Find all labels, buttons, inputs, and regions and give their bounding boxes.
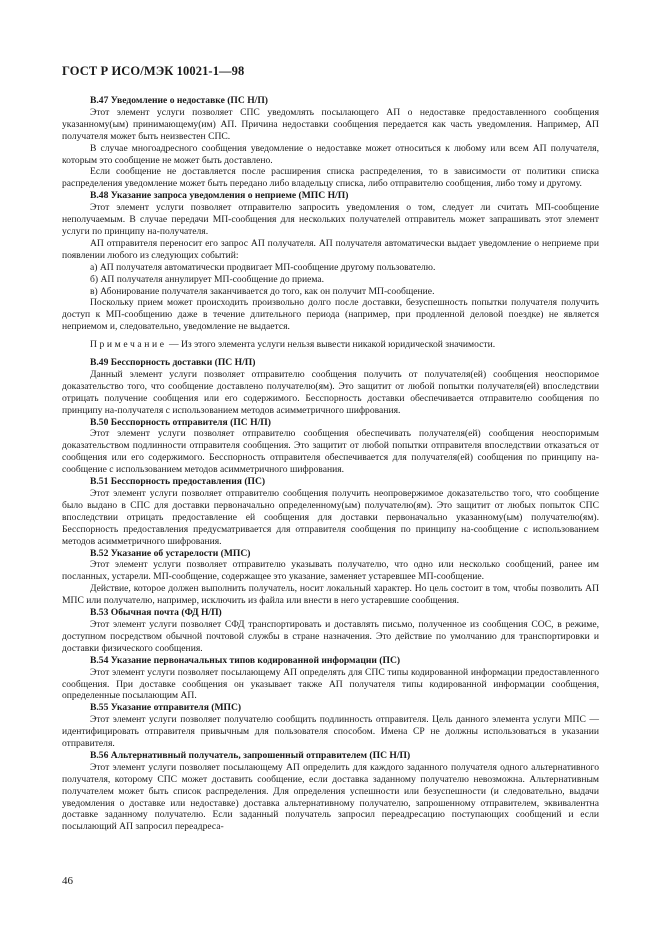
- note-label: Примечание: [90, 339, 167, 351]
- section-heading: B.54 Указание первоначальных типов кодированной информации (ПС): [90, 654, 401, 666]
- section-heading: B.56 Альтернативный получатель, запрошенный отправителем (ПС Н/П): [90, 749, 411, 761]
- list-item: б) АП получателя аннулирует МП-сообщение до приема.: [90, 273, 325, 285]
- list-item: в) Абонирование получателя заканчивается до того, как он получит МП-сообщение.: [90, 285, 435, 297]
- page-number: 46: [62, 875, 73, 887]
- paragraph: АП отправителя переносит его запрос АП получателя. АП получателя автоматически выдает уведомление о неприеме при появлении любого из следующих событий:: [62, 237, 599, 261]
- paragraph: Этот элемент услуги позволяет посылающему АП определять для СПС типы кодированной информации предоставленного сообщения. При доставке сообщения он указывает также АП получателя типы кодированной информации сообщения, определенные посылающим АП.: [62, 666, 599, 702]
- section-heading: B.49 Бесспорность доставки (ПС Н/П): [90, 357, 256, 369]
- list-item: а) АП получателя автоматически продвигает МП-сообщение другому пользователю.: [90, 261, 436, 273]
- section-heading: B.47 Уведомление о недоставке (ПС Н/П): [90, 95, 268, 106]
- section-heading: B.53 Обычная почта (ФД Н/П): [90, 607, 222, 619]
- paragraph: В случае многоадресного сообщения уведомление о недоставке может относиться к любому или всем АП получателя, которым это сообщение не может быть доставлено.: [62, 142, 599, 166]
- paragraph: Если сообщение не доставляется после расширения списка распределения, то в зависимости от политики списка распределения уведомление может быть передано либо владельцу списка, либо отправителю сообщения, либо тому и другому.: [62, 166, 599, 190]
- section-heading: B.55 Указание отправителя (МПС): [90, 702, 242, 714]
- paragraph: Этот элемент услуги позволяет отправителю запросить уведомления о том, следует ли считать МП-сообщение неполучаемым. В случае передачи МП-сообщения для нескольких получателей отправитель может запрашивать этот элемент услуги по принципу на-получателя.: [62, 202, 599, 237]
- note-paragraph: [62, 339, 599, 351]
- section-heading: B.50 Бесспорность отправителя (ПС Н/П): [90, 416, 271, 428]
- paragraph: Данный элемент услуги позволяет отправителю сообщения получить от получателя(ей) сообщения неоспоримое доказательство того, что сообщение доставлено получателю(ям). Это защитит от любой попытки получателя(ей) впоследствии отрицать получение сообщения или его содержимого. Бесспорность доставки обеспечивается отправителю сообщения по принципу на-получателя с использованием методов асимметричного шифрования.: [62, 368, 599, 416]
- paragraph: Этот элемент услуги позволяет отправителю указывать получателю, что одно или несколько сообщений, ранее им посланных, устарели. МП-сообщение, содержащее это указание, заменяет устаревшее МП-сообщение.: [62, 559, 599, 583]
- document-header: ГОСТ Р ИСО/МЭК 10021-1—98: [62, 64, 245, 78]
- document-body: [62, 95, 599, 833]
- paragraph: Этот элемент услуги позволяет СПС уведомлять посылающего АП о недоставке предоставленного сообщения указанному(ым) принимающему(им) АП. Причина недоставки сообщения передается как часть уведомления. Например, АП получателя может быть неизвестен СПС.: [62, 106, 599, 142]
- paragraph: Этот элемент услуги позволяет отправителю сообщения получить неопровержимое доказательство того, что сообщение было выдано в СПС для доставки первоначально определенному(ым) получателю(ям). Это защитит от любых попыток СПС впоследствии отрицать предоставление ей сообщения для доставки первоначально указанному(ым) получателю(ям). Бесспорность предоставления предусматривается для отправителя сообщения по принципу на-сообщение с использованием методов асимметричного шифрования.: [62, 488, 599, 547]
- paragraph: Действие, которое должен выполнить получатель, носит локальный характер. Но цель состоит в том, чтобы позволить АП МПС или получателю, например, исключить из файла или внести в него устаревшие сообщения.: [62, 583, 599, 607]
- paragraph: Этот элемент услуги позволяет посылающему АП определить для каждого заданного получателя одного альтернативного получателя, которому СПС может доставить сообщение, если доставка заданному получателю невозможна. Альтернативным получателем может быть список распределения. Для определения успешности или безуспешности (и следовательно, выдачи уведомления о доставке или недоставке) доставка альтернативному получателю, запрошенному отправителем, эквивалентна доставке заданному получателю. Если заданный получатель запросил переадресацию поступающих сообщений и если посылающий АП запросил переадреса-: [62, 761, 599, 833]
- section-heading: B.48 Указание запроса уведомления о неприеме (МПС Н/П): [90, 190, 349, 202]
- note-text: — Из этого элемента услуги нельзя вывести никакой юридической значимости.: [166, 339, 496, 351]
- paragraph: Этот элемент услуги позволяет отправителю сообщения обеспечивать получателя(ей) сообщения неоспоримым доказательством подлинности отправителя сообщения. Это защитит от любой попытки отправителя впоследствии отказаться от сообщения или его содержимого. Бесспорность отправителя обеспечивается для получателя(ей) сообщения по принципу на-сообщение с использованием методов асимметричного шифрования.: [62, 428, 599, 476]
- paragraph: Этот элемент услуги позволяет получателю сообщить подлинность отправителя. Цель данного элемента услуги МПС — идентифицировать отправителя привычным для пользователя способом. Имена СР не должны использоваться в указании отправителя.: [62, 714, 599, 750]
- paragraph: Поскольку прием может происходить произвольно долго после доставки, безуспешность попытки получателя получить доступ к МП-сообщению даже в течение длительного периода (например, при продленной деловой поездке) не является неприемом и, следовательно, уведомление не выдается.: [62, 297, 599, 333]
- section-heading: B.52 Указание об устарелости (МПС): [90, 547, 251, 559]
- section-heading: B.51 Бесспорность предоставления (ПС): [90, 476, 266, 488]
- paragraph: Этот элемент услуги позволяет СФД транспортировать и доставлять письмо, полученное из сообщения СОС, в режиме, доступном посредством обычной почтовой службы в стране назначения. Это действие по умолчанию для транспортировки и доставки физического сообщения.: [62, 618, 599, 654]
